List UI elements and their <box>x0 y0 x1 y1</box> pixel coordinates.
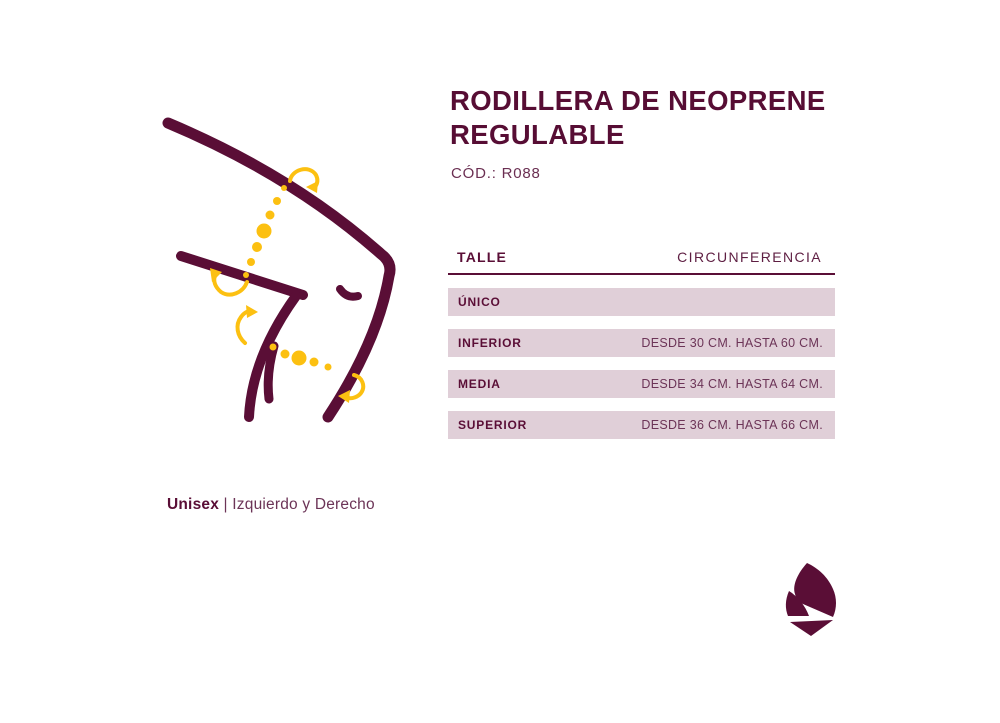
gender-label: Unisex <box>167 496 220 513</box>
calf-dotted-measure-line <box>270 344 332 371</box>
table-row <box>448 370 835 398</box>
circumference-cell: DESDE 36 CM. HASTA 66 CM. <box>641 418 823 432</box>
table-row <box>448 288 835 316</box>
table-row <box>448 329 835 357</box>
size-table-rows <box>448 288 835 439</box>
brand-flame-logo-icon <box>785 561 845 639</box>
circumference-cell: DESDE 30 CM. HASTA 60 CM. <box>641 336 823 350</box>
table-row <box>448 411 835 439</box>
thigh-dotted-measure-line <box>243 185 287 278</box>
gender-side-note <box>167 496 375 514</box>
size-cell: ÚNICO <box>458 295 501 309</box>
column-header-circumference: CIRCUNFERENCIA <box>677 249 822 265</box>
size-cell: INFERIOR <box>458 336 522 350</box>
product-code: CÓD.: R088 <box>451 165 541 182</box>
column-header-size: TALLE <box>457 249 508 265</box>
side-info: Izquierdo y Derecho <box>232 496 375 513</box>
size-cell: SUPERIOR <box>458 418 528 432</box>
page-title: RODILLERA DE NEOPRENE REGULABLE <box>450 85 826 150</box>
separator: | <box>223 496 228 513</box>
circumference-cell: DESDE 34 CM. HASTA 64 CM. <box>641 377 823 391</box>
size-table <box>448 243 835 439</box>
knee-measurement-diagram-icon <box>150 95 420 445</box>
size-cell: MEDIA <box>458 377 501 391</box>
size-table-header <box>448 243 835 265</box>
wrap-arrow-icons <box>214 169 363 398</box>
header-divider <box>448 273 835 275</box>
